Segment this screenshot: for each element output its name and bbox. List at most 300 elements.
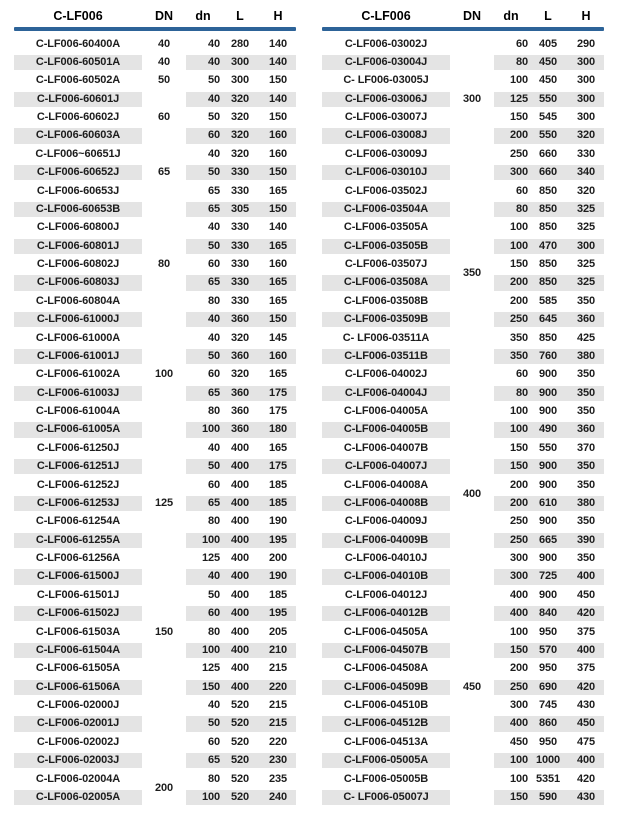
dn-cell: 65 — [186, 274, 220, 292]
dn-nominal-cell — [450, 788, 494, 806]
dn-nominal-cell — [142, 641, 186, 659]
dims-group — [494, 384, 604, 402]
dn-nominal-value: 40 — [157, 37, 171, 50]
l-cell: 520 — [230, 735, 250, 748]
table-row — [322, 72, 604, 90]
h-cell: 375 — [576, 662, 596, 675]
h-cell: 320 — [568, 127, 604, 145]
dn-nominal-cell — [142, 421, 186, 439]
h-cell: 230 — [260, 752, 296, 770]
dn-nominal-cell — [450, 237, 494, 255]
dn-cell: 40 — [186, 53, 220, 71]
model-cell: C-LF006-04512B — [322, 715, 450, 733]
dn-nominal-cell — [450, 678, 494, 696]
table-row — [322, 109, 604, 127]
dn-nominal-value: 200 — [154, 781, 174, 794]
table-row — [14, 715, 296, 733]
dims-group — [186, 200, 296, 218]
l-cell: 520 — [220, 752, 260, 770]
table-row — [14, 347, 296, 365]
dn-nominal-cell — [142, 568, 186, 586]
dims-group — [186, 421, 296, 439]
table-row — [14, 678, 296, 696]
dn-cell: 65 — [207, 184, 220, 197]
dims-group — [186, 127, 296, 145]
h-cell: 400 — [568, 752, 604, 770]
dims-group — [186, 623, 296, 641]
l-cell: 520 — [220, 715, 260, 733]
l-cell: 520 — [220, 788, 260, 806]
dims-group — [186, 660, 296, 678]
dn-cell: 350 — [494, 347, 528, 365]
h-cell: 145 — [268, 331, 288, 344]
l-cell: 450 — [538, 74, 558, 87]
h-cell: 210 — [260, 641, 296, 659]
model-cell: C-LF006-03509B — [322, 311, 450, 329]
dims-group — [494, 550, 604, 568]
header-dims-group — [186, 9, 296, 23]
table-row — [322, 715, 604, 733]
spec-table-right — [322, 5, 604, 807]
dn-nominal-cell — [450, 733, 494, 751]
dn-nominal-cell — [450, 660, 494, 678]
l-cell: 660 — [528, 164, 568, 182]
dn-cell: 100 — [186, 531, 220, 549]
model-cell: C-LF006-03505A — [343, 221, 429, 234]
table-row — [14, 274, 296, 292]
table-row — [322, 164, 604, 182]
table-row — [14, 641, 296, 659]
dn-cell: 65 — [186, 752, 220, 770]
table-row — [322, 237, 604, 255]
l-cell: 330 — [230, 184, 250, 197]
l-cell: 400 — [220, 458, 260, 476]
table-row — [14, 292, 296, 310]
dn-cell: 80 — [207, 772, 220, 785]
dims-group — [186, 384, 296, 402]
dn-cell: 50 — [186, 715, 220, 733]
dn-nominal-cell — [450, 292, 494, 310]
h-cell: 340 — [568, 164, 604, 182]
dims-group — [494, 53, 604, 71]
dn-cell: 200 — [494, 127, 528, 145]
dims-group — [494, 715, 604, 733]
dn-nominal-cell — [142, 109, 186, 127]
table-row — [322, 403, 604, 421]
model-cell: C-LF006-02000J — [36, 699, 120, 712]
dn-nominal-cell — [450, 641, 494, 659]
dn-cell: 65 — [186, 200, 220, 218]
table-row — [14, 182, 296, 200]
dims-group — [186, 53, 296, 71]
h-cell: 140 — [260, 90, 296, 108]
model-cell: C-LF006-03008J — [322, 127, 450, 145]
table-row — [322, 219, 604, 237]
dn-cell: 400 — [494, 715, 528, 733]
dn-nominal-cell — [142, 35, 186, 53]
dn-cell: 50 — [207, 588, 220, 601]
model-cell: C-LF006-60800J — [36, 221, 120, 234]
dims-group — [494, 200, 604, 218]
dn-cell: 250 — [494, 311, 528, 329]
table-header-row — [14, 5, 296, 26]
h-cell: 350 — [576, 294, 596, 307]
h-cell: 160 — [268, 258, 288, 271]
dn-cell: 40 — [207, 441, 220, 454]
dn-cell: 60 — [515, 368, 528, 381]
model-cell: C-LF006-02004A — [35, 772, 121, 785]
model-cell: C-LF006-04510B — [343, 699, 429, 712]
model-cell: C-LF006-61000J — [14, 311, 142, 329]
h-cell: 150 — [268, 111, 288, 124]
dims-group — [186, 568, 296, 586]
table-row — [322, 182, 604, 200]
model-cell: C-LF006-04004J — [322, 384, 450, 402]
dn-cell: 50 — [186, 458, 220, 476]
l-cell: 330 — [220, 274, 260, 292]
l-cell: 360 — [230, 405, 250, 418]
dn-cell: 300 — [494, 164, 528, 182]
l-cell: 360 — [220, 421, 260, 439]
l-cell: 545 — [538, 111, 558, 124]
l-cell: 585 — [538, 294, 558, 307]
dn-cell: 200 — [509, 478, 528, 491]
model-cell: C-LF006-03504A — [322, 200, 450, 218]
model-cell: C-LF006-04509B — [322, 678, 450, 696]
model-cell: C-LF006-03508A — [322, 274, 450, 292]
dims-group — [186, 35, 296, 53]
dn-nominal-cell — [142, 660, 186, 678]
table-row — [322, 421, 604, 439]
l-cell: 320 — [220, 90, 260, 108]
dims-group — [186, 513, 296, 531]
dn-nominal-cell — [450, 752, 494, 770]
h-cell: 200 — [268, 552, 288, 565]
model-cell: C-LF006-04009B — [322, 531, 450, 549]
table-row — [14, 660, 296, 678]
h-cell: 240 — [260, 788, 296, 806]
table-row — [14, 53, 296, 71]
h-cell: 180 — [260, 421, 296, 439]
dims-group — [186, 586, 296, 604]
l-cell: 860 — [528, 715, 568, 733]
model-cell: C-LF006-60804A — [35, 294, 121, 307]
h-cell: 195 — [260, 605, 296, 623]
model-cell: C-LF006-60801J — [14, 237, 142, 255]
l-cell: 900 — [538, 405, 558, 418]
dims-group — [186, 697, 296, 715]
h-cell: 150 — [260, 311, 296, 329]
dn-cell: 100 — [186, 788, 220, 806]
dn-nominal-cell — [450, 90, 494, 108]
table-body — [322, 35, 604, 807]
dims-group — [186, 641, 296, 659]
dims-group — [186, 403, 296, 421]
dims-group — [494, 568, 604, 586]
h-cell: 350 — [568, 384, 604, 402]
model-cell: C-LF006-61005A — [14, 421, 142, 439]
dn-cell: 100 — [186, 421, 220, 439]
table-row — [322, 788, 604, 806]
table-row — [322, 697, 604, 715]
dn-cell: 80 — [494, 53, 528, 71]
model-cell: C- LF006-03511A — [342, 331, 430, 344]
l-cell: 1000 — [528, 752, 568, 770]
table-row — [322, 770, 604, 788]
model-cell: C-LF006-03507J — [344, 258, 428, 271]
dn-cell: 80 — [207, 405, 220, 418]
dn-nominal-cell — [450, 347, 494, 365]
dn-cell: 40 — [186, 90, 220, 108]
dn-cell: 50 — [186, 164, 220, 182]
model-cell: C-LF006-04012B — [322, 605, 450, 623]
dn-nominal-cell — [450, 329, 494, 347]
l-cell: 900 — [538, 478, 558, 491]
l-cell: 400 — [220, 605, 260, 623]
l-cell: 520 — [230, 772, 250, 785]
l-cell: 850 — [538, 221, 558, 234]
table-row — [14, 531, 296, 549]
table-row — [322, 90, 604, 108]
model-cell: C-LF006-03511B — [322, 347, 450, 365]
dn-nominal-value: 50 — [157, 74, 171, 87]
dims-group — [186, 366, 296, 384]
dn-nominal-cell — [450, 53, 494, 71]
dn-cell: 150 — [494, 458, 528, 476]
model-cell: C-LF006-04505A — [343, 625, 429, 638]
dn-nominal-cell — [450, 697, 494, 715]
l-cell: 280 — [230, 37, 250, 50]
dn-nominal-cell — [450, 366, 494, 384]
model-cell: C-LF006-60652J — [14, 164, 142, 182]
dn-nominal-cell — [142, 623, 186, 641]
dims-group — [186, 550, 296, 568]
table-row — [322, 641, 604, 659]
dn-nominal-cell — [450, 384, 494, 402]
dims-group — [494, 733, 604, 751]
l-cell: 850 — [538, 258, 558, 271]
header-rule — [322, 27, 604, 31]
table-row — [14, 237, 296, 255]
dn-nominal-value: 450 — [462, 680, 482, 693]
table-row — [322, 733, 604, 751]
dn-nominal-cell — [142, 494, 186, 512]
dims-group — [494, 219, 604, 237]
table-row — [322, 292, 604, 310]
table-row — [322, 660, 604, 678]
model-cell: C-LF006-61254A — [35, 515, 121, 528]
h-cell: 450 — [576, 588, 596, 601]
dims-group — [494, 256, 604, 274]
l-cell: 590 — [528, 788, 568, 806]
dims-group — [186, 752, 296, 770]
l-cell: 400 — [230, 625, 250, 638]
dims-group — [494, 127, 604, 145]
model-cell: C-LF006-61504A — [14, 641, 142, 659]
dims-group — [186, 494, 296, 512]
model-cell: C-LF006-04010J — [344, 552, 428, 565]
model-cell: C-LF006-05005B — [343, 772, 429, 785]
dn-nominal-cell — [450, 605, 494, 623]
dn-cell: 100 — [509, 221, 528, 234]
header-model: C-LF006 — [361, 8, 411, 23]
table-body — [14, 35, 296, 807]
model-cell: C-LF006-60802J — [36, 258, 120, 271]
model-cell: C-LF006-60653B — [14, 200, 142, 218]
l-cell: 900 — [528, 384, 568, 402]
dims-group — [494, 164, 604, 182]
table-row — [322, 200, 604, 218]
model-cell: C-LF006-04012J — [344, 588, 428, 601]
dims-group — [186, 678, 296, 696]
h-cell: 165 — [260, 274, 296, 292]
h-cell: 290 — [576, 37, 596, 50]
l-cell: 610 — [528, 494, 568, 512]
dn-cell: 150 — [509, 258, 528, 271]
dn-nominal-cell — [450, 550, 494, 568]
table-row — [322, 53, 604, 71]
dn-cell: 150 — [509, 441, 528, 454]
h-cell: 165 — [268, 294, 288, 307]
dims-group — [186, 237, 296, 255]
l-cell: 850 — [528, 274, 568, 292]
table-row — [322, 256, 604, 280]
dims-group — [494, 660, 604, 678]
l-cell: 470 — [528, 237, 568, 255]
header-dn-nominal: DN — [154, 8, 174, 23]
l-cell: 760 — [528, 347, 568, 365]
dims-group — [494, 329, 604, 347]
l-cell: 520 — [230, 699, 250, 712]
model-cell: C-LF006-03007J — [344, 111, 428, 124]
dn-cell: 50 — [207, 111, 220, 124]
h-cell: 185 — [260, 494, 296, 512]
model-cell: C-LF006-04002J — [344, 368, 428, 381]
h-cell: 160 — [260, 347, 296, 365]
dn-cell: 400 — [509, 588, 528, 601]
dn-cell: 250 — [494, 531, 528, 549]
dims-group — [494, 35, 604, 53]
dims-group — [494, 494, 604, 512]
dims-group — [186, 715, 296, 733]
h-cell: 400 — [568, 568, 604, 586]
dims-group — [186, 439, 296, 457]
header-h: H — [581, 8, 591, 23]
h-cell: 220 — [268, 735, 288, 748]
model-cell: C-LF006-03505B — [322, 237, 450, 255]
table-row — [322, 329, 604, 347]
l-cell: 320 — [230, 331, 250, 344]
model-cell: C-LF006-02003J — [14, 752, 142, 770]
dn-nominal-cell — [450, 145, 494, 163]
dn-nominal-cell — [142, 403, 186, 421]
dn-nominal-cell — [142, 366, 186, 384]
l-cell: 645 — [528, 311, 568, 329]
h-cell: 475 — [576, 735, 596, 748]
dn-nominal-cell — [450, 311, 494, 329]
table-row — [14, 476, 296, 494]
l-cell: 360 — [220, 311, 260, 329]
model-cell: C-LF006-03502J — [344, 184, 428, 197]
table-row — [14, 145, 296, 163]
h-cell: 150 — [268, 74, 288, 87]
h-cell: 175 — [260, 384, 296, 402]
h-cell: 165 — [268, 441, 288, 454]
table-row — [14, 366, 296, 384]
dn-nominal-value: 125 — [154, 496, 174, 509]
dn-cell: 40 — [207, 699, 220, 712]
h-cell: 165 — [260, 237, 296, 255]
dn-cell: 40 — [207, 221, 220, 234]
header-dn: dn — [195, 8, 211, 23]
model-cell: C-LF006-61003J — [14, 384, 142, 402]
h-cell: 430 — [568, 788, 604, 806]
l-cell: 330 — [230, 221, 250, 234]
dn-cell: 40 — [207, 37, 220, 50]
dn-nominal-cell — [142, 219, 186, 237]
dn-cell: 300 — [509, 552, 528, 565]
dn-cell: 125 — [494, 90, 528, 108]
table-row — [322, 347, 604, 365]
l-cell: 950 — [538, 625, 558, 638]
dn-cell: 60 — [515, 184, 528, 197]
h-cell: 150 — [260, 200, 296, 218]
h-cell: 215 — [268, 662, 288, 675]
dn-cell: 65 — [186, 494, 220, 512]
dims-group — [186, 72, 296, 90]
dn-nominal-cell — [450, 164, 494, 182]
table-row — [14, 72, 296, 90]
dn-nominal-cell — [450, 458, 494, 476]
dims-group — [494, 476, 604, 494]
table-row — [322, 605, 604, 623]
table-row — [14, 623, 296, 641]
dn-nominal-cell — [450, 623, 494, 641]
dims-group — [494, 641, 604, 659]
l-cell: 305 — [220, 200, 260, 218]
model-cell: C-LF006-61253J — [14, 494, 142, 512]
dn-nominal-cell — [142, 164, 186, 182]
dn-cell: 65 — [186, 384, 220, 402]
dn-nominal-cell — [450, 568, 494, 586]
l-cell: 850 — [538, 184, 558, 197]
model-cell: C-LF006-03004J — [322, 53, 450, 71]
h-cell: 350 — [576, 405, 596, 418]
dn-cell: 125 — [201, 662, 220, 675]
h-cell: 375 — [576, 625, 596, 638]
l-cell: 400 — [220, 494, 260, 512]
dims-group — [494, 439, 604, 457]
h-cell: 325 — [576, 258, 596, 271]
model-cell: C-LF006-61252J — [36, 478, 120, 491]
dn-cell: 150 — [494, 641, 528, 659]
dn-nominal-value: 300 — [462, 92, 482, 105]
dims-group — [186, 347, 296, 365]
dn-cell: 50 — [207, 74, 220, 87]
table-row — [14, 439, 296, 457]
dims-group — [494, 770, 604, 788]
table-row — [14, 513, 296, 531]
dims-group — [494, 72, 604, 90]
model-cell: C-LF006-04010B — [322, 568, 450, 586]
l-cell: 745 — [538, 699, 558, 712]
l-cell: 330 — [230, 258, 250, 271]
model-cell: C-LF006-61004A — [35, 405, 121, 418]
table-row — [14, 311, 296, 329]
l-cell: 320 — [230, 111, 250, 124]
model-cell: C-LF006-61002A — [35, 368, 121, 381]
model-cell: C-LF006-04005A — [343, 405, 429, 418]
